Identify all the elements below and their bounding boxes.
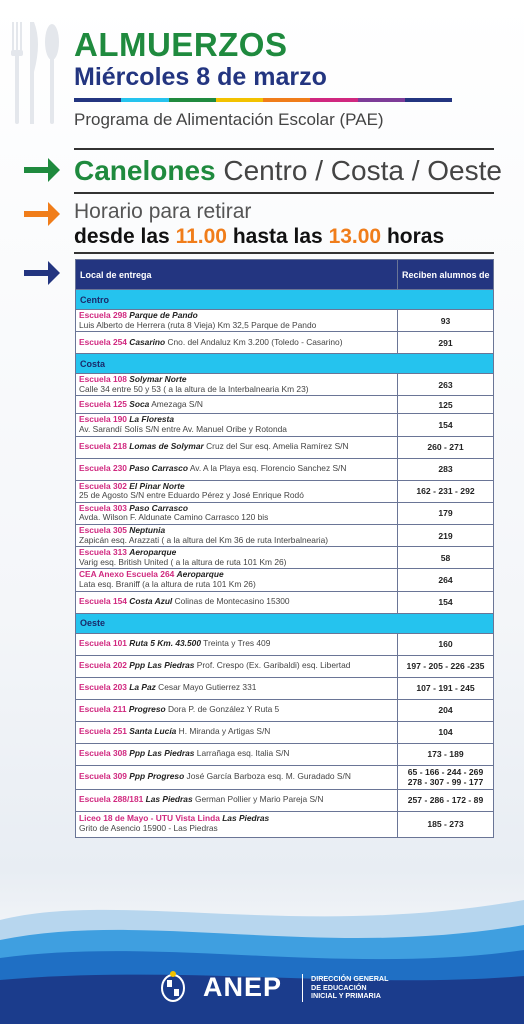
place-name: Ppp Progreso <box>129 771 185 782</box>
address: Cesar Mayo Gutierrez 331 <box>158 682 257 693</box>
place-name: Aeroparque <box>176 569 224 580</box>
school-name: Escuela 303 <box>79 502 127 513</box>
location-cell <box>76 743 398 765</box>
school-name: Escuela 288/181 <box>79 794 144 805</box>
place-name: Parque de Pando <box>129 310 198 320</box>
place-name: La Floresta <box>129 414 174 425</box>
table-row <box>76 789 494 811</box>
location-cell <box>76 502 398 524</box>
place-name: Aeroparque <box>129 547 177 558</box>
place-name: La Paz <box>129 682 156 693</box>
school-name: Escuela 101 <box>79 638 127 649</box>
table-row <box>76 502 494 524</box>
org-line: DE EDUCACIÓN <box>311 982 367 992</box>
student-numbers: 107 - 191 - 245 <box>398 677 494 699</box>
student-numbers: 257 - 286 - 172 - 89 <box>398 789 494 811</box>
school-name: Escuela 230 <box>79 463 127 474</box>
address: Treinta y Tres 409 <box>203 638 271 649</box>
place-name: El Pinar Norte <box>129 480 185 491</box>
program-name: Programa de Alimentación Escolar (PAE) <box>74 110 384 129</box>
address: Prof. Crespo (Ex. Garibaldi) esq. Libertad <box>196 660 351 671</box>
address: H. Miranda y Artigas S/N <box>178 726 271 737</box>
address: Cruz del Sur esq. Amelia Ramírez S/N <box>206 441 349 452</box>
schedule-table <box>75 259 494 838</box>
anep-logo: ANEP <box>203 972 283 1002</box>
place-name: Ppp Las Piedras <box>129 660 195 671</box>
location-cell <box>76 591 398 613</box>
region-name: Canelones <box>74 155 216 186</box>
address: Av. Sarandí Solís S/N entre Av. Manuel Oribe y Rotonda <box>79 423 287 434</box>
section-row-centro <box>76 290 494 310</box>
table-row <box>76 332 494 354</box>
place-name: Soca <box>129 399 150 410</box>
student-numbers: 154 <box>398 414 494 436</box>
student-numbers: 197 - 205 - 226 -235 <box>398 655 494 677</box>
orange-arrow-icon <box>22 199 62 229</box>
place-name: Neptunia <box>129 524 166 535</box>
student-numbers: 219 <box>398 524 494 546</box>
hours-end: 13.00 <box>328 225 382 248</box>
address: Larrañaga esq. Italia S/N <box>196 748 290 759</box>
location-cell <box>76 374 398 396</box>
table-row <box>76 699 494 721</box>
table-row <box>76 743 494 765</box>
student-numbers: 283 <box>398 458 494 480</box>
table-row <box>76 414 494 436</box>
place-name: Paso Carrasco <box>129 463 188 474</box>
region-heading <box>74 154 502 188</box>
location-cell <box>76 458 398 480</box>
student-numbers: 260 - 271 <box>398 436 494 458</box>
location-cell <box>76 332 398 354</box>
footer-separator <box>302 974 303 1002</box>
student-numbers: 93 <box>398 310 494 332</box>
address: Amezaga S/N <box>151 399 203 410</box>
table-row <box>76 310 494 332</box>
student-numbers: 125 <box>398 396 494 414</box>
school-name: Escuela 125 <box>79 399 127 410</box>
location-cell <box>76 677 398 699</box>
region-zones: Centro / Costa / Oeste <box>223 155 502 186</box>
school-name: Escuela 190 <box>79 414 127 425</box>
place-name: Progreso <box>128 704 166 715</box>
school-name: CEA Anexo Escuela 264 <box>79 569 175 580</box>
school-name: Escuela 302 <box>79 480 127 491</box>
address: Lata esq. Braniff (a la altura de ruta 101 Km 26) <box>79 578 256 589</box>
student-numbers: 162 - 231 - 292 <box>398 480 494 502</box>
student-numbers: 204 <box>398 699 494 721</box>
table-row <box>76 458 494 480</box>
hours-start: 11.00 <box>175 225 227 248</box>
student-numbers: 291 <box>398 332 494 354</box>
school-name: Escuela 313 <box>79 547 127 558</box>
location-cell <box>76 480 398 502</box>
place-name: Lomas de Solymar <box>129 441 204 452</box>
student-numbers: 264 <box>398 569 494 591</box>
table-row <box>76 524 494 546</box>
table-row <box>76 721 494 743</box>
place-name: Ppp Las Piedras <box>129 748 195 759</box>
location-cell <box>76 436 398 458</box>
school-name: Escuela 308 <box>79 748 127 759</box>
hours-middle: hasta las <box>232 225 323 248</box>
place-name: Las Piedras <box>145 794 193 805</box>
address: Grito de Asencio 15900 - Las Piedras <box>79 823 218 833</box>
org-line: INICIAL Y PRIMARIA <box>311 991 381 1001</box>
table-row <box>76 436 494 458</box>
school-name: Escuela 203 <box>79 682 127 693</box>
table-row <box>76 765 494 789</box>
address: Dora P. de González Y Ruta 5 <box>167 704 280 715</box>
date-line <box>74 62 327 92</box>
school-name: Escuela 154 <box>79 596 127 607</box>
section-label: Centro <box>76 290 494 310</box>
student-numbers: 179 <box>398 502 494 524</box>
place-name: Las Piedras <box>222 813 270 824</box>
address: Av. A la Playa esq. Florencio Sanchez S/N <box>189 463 347 474</box>
location-cell <box>76 414 398 436</box>
cutlery-icon <box>8 18 66 128</box>
table-row <box>76 677 494 699</box>
address: Calle 34 entre 50 y 53 ( a la altura de la Interbalnearia Km 23) <box>79 383 309 394</box>
location-cell <box>76 547 398 569</box>
hours-label: Horario para retirar <box>74 200 252 223</box>
school-name: Escuela 202 <box>79 660 127 671</box>
section-row-costa <box>76 354 494 374</box>
school-name: Escuela 251 <box>79 726 127 737</box>
section-row-oeste <box>76 613 494 633</box>
location-cell <box>76 789 398 811</box>
org-line: DIRECCIÓN GENERAL <box>311 974 389 983</box>
location-cell <box>76 310 398 332</box>
section-label: Oeste <box>76 613 494 633</box>
place-name: Solymar Norte <box>129 374 187 385</box>
table-header <box>76 260 494 290</box>
hours-range <box>74 224 444 250</box>
table-row <box>76 633 494 655</box>
page-title: ALMUERZOS <box>74 26 288 63</box>
student-numbers: 154 <box>398 591 494 613</box>
address: Avda. Wilson F. Aldunate Camino Carrasco 120 bis <box>79 512 269 523</box>
location-cell <box>76 811 398 837</box>
student-numbers: 185 - 273 <box>398 811 494 837</box>
uruguay-emblem-icon <box>157 970 189 1004</box>
green-arrow-icon <box>22 155 62 185</box>
location-cell <box>76 655 398 677</box>
school-name: Liceo 18 de Mayo - UTU Vista Linda <box>79 813 220 824</box>
place-name: Ruta 5 Km. 43.500 <box>129 638 201 649</box>
table-row <box>76 591 494 613</box>
location-cell <box>76 569 398 591</box>
place-name: Santa Lucía <box>129 726 177 737</box>
org-name <box>311 975 388 1001</box>
school-name: Escuela 309 <box>79 771 127 782</box>
header-location: Local de entrega <box>76 260 398 290</box>
student-numbers: 263 <box>398 374 494 396</box>
table-row <box>76 655 494 677</box>
section-label: Costa <box>76 354 494 374</box>
student-numbers: 160 <box>398 633 494 655</box>
table-row <box>76 569 494 591</box>
school-name: Escuela 108 <box>79 374 127 385</box>
student-numbers: 58 <box>398 547 494 569</box>
hours-prefix: desde las <box>74 225 170 248</box>
place-name: Casarino <box>129 336 166 347</box>
rainbow-divider <box>74 98 452 102</box>
address: José García Barboza esq. M. Guradado S/N <box>186 771 351 782</box>
table-row <box>76 374 494 396</box>
school-name: Escuela 305 <box>79 524 127 535</box>
table-row <box>76 396 494 414</box>
navy-arrow-icon <box>22 258 62 288</box>
school-name: Escuela 254 <box>79 336 127 347</box>
location-cell <box>76 765 398 789</box>
student-numbers: 65 - 166 - 244 - 269 278 - 307 - 99 - 177 <box>398 765 494 789</box>
table-row <box>76 547 494 569</box>
address: Cno. del Andaluz Km 3.200 (Toledo - Casarino) <box>167 336 343 347</box>
table-row <box>76 811 494 837</box>
location-cell <box>76 633 398 655</box>
address: Luis Alberto de Herrera (ruta 8 Vieja) Km 32,5 Parque de Pando <box>79 319 317 330</box>
divider <box>74 192 494 194</box>
school-name: Escuela 298 <box>79 310 127 320</box>
student-numbers: 104 <box>398 721 494 743</box>
divider <box>74 252 494 254</box>
place-name: Paso Carrasco <box>129 502 188 513</box>
divider <box>74 148 494 150</box>
place-name: Costa Azul <box>129 596 173 607</box>
date-text: Miércoles 8 de marzo <box>74 63 327 91</box>
location-cell <box>76 524 398 546</box>
location-cell <box>76 699 398 721</box>
address: Varig esq. British United ( a la altura de ruta 101 Km 26) <box>79 556 287 567</box>
table-row <box>76 480 494 502</box>
hours-suffix: horas <box>386 225 445 248</box>
address: 25 de Agosto S/N entre Eduardo Pérez y José Enrique Rodó <box>79 490 304 501</box>
location-cell <box>76 396 398 414</box>
header-students: Reciben alumnos de <box>398 260 494 290</box>
address: Zapicán esq. Arazzati ( a la altura del Km 36 de ruta Interbalnearia) <box>79 534 329 545</box>
address: German Pollier y Mario Pareja S/N <box>194 794 324 805</box>
school-name: Escuela 211 <box>79 704 127 715</box>
student-numbers: 173 - 189 <box>398 743 494 765</box>
address: Colinas de Montecasino 15300 <box>174 596 290 607</box>
school-name: Escuela 218 <box>79 441 127 452</box>
location-cell <box>76 721 398 743</box>
